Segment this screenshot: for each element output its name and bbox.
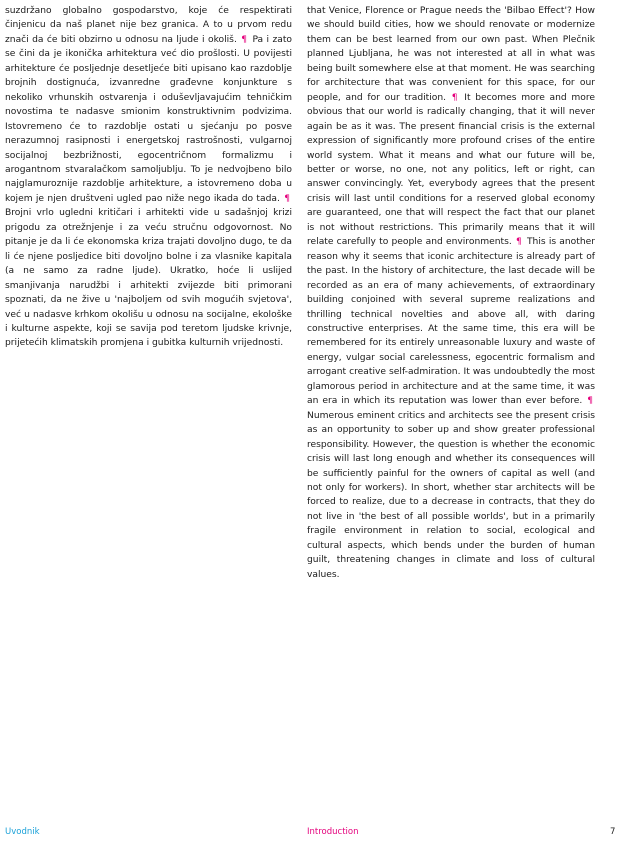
- right-paragraph-4: Numerous eminent critics and architects see the present crisis as an opportunity to sober up and show greater professional responsibility. However, the question is whether the economic crisis will last long enough and whether its consequences will be sufficiently painful for the owners of capital as well (and not only for workers). In short, whether star architects will be forced to realize, due to a decrease in contracts, that they do not live in 'the best of all possible worlds', but in a primarily fragile environment in relation to social, ecological and cultural aspects, which bends under the burden of human guilt, threatening changes in climate and loss of cultural values.: [307, 410, 595, 580]
- pilcrow-mark: ¶: [241, 34, 248, 45]
- right-paragraph-2: It becomes more and more obvious that our world is radically changing, that it will never again be as it was. The present financial crisis is the external expression of significantly more profound crises of the entire world system. What it means and what our future will be, better or worse, no one, not any politics, left or right, can answer convincingly. Yet, everybody agrees that the present crisis will last until conditions for a reserved global economy are guaranteed, one that will respect the fact that our planet is not without restrictions. This primarily means that it will relate carefully to people and environments.: [307, 92, 596, 248]
- right-paragraph-3: This is another reason why it seems that iconic architecture is already part of the past. In the history of architecture, the last decade will be recorded as an era of many achievements, of extraordinary building conjoined with several supreme realizations and thrilling technical novelties and above all, with daring constructive enterprises. At the same time, this era will be remembered for its entirely unreasonable luxury and waste of energy, vulgar social carelessness, egocentric formalism and arrogant creative self-admiration. It was undoubtedly the most glamorous period in architecture and at the same time, it was an era in which its reputation was lower than ever before.: [307, 237, 595, 407]
- pilcrow-mark: ¶: [587, 396, 593, 407]
- right-text-column: [307, 4, 595, 582]
- left-paragraph-1: suzdržano globalno gospodarstvo, koje će respektirati činjenicu da naš planet nije bez granica. A to u prvom redu znači da će biti obzirno u odnosu na ljude i okoliš.: [5, 6, 292, 45]
- left-text-column: [5, 4, 292, 351]
- footer-section-label-en: Introduction: [307, 827, 359, 837]
- pilcrow-mark: ¶: [451, 92, 458, 103]
- page-number: 7: [610, 827, 616, 837]
- right-paragraph-1: that Venice, Florence or Prague needs the 'Bilbao Effect'? How we should build cities, how we should renovate or modernize them can be best learned from our own past. When Plečnik planned Ljubljana, he was not interested at all in what was being built somewhere else at that moment. He was searching for architecture that was convenient for this space, for our people, and for our tradition.: [307, 6, 595, 103]
- left-paragraph-3: Brojni vrlo ugledni kritičari i arhitekti vide u sadašnjoj krizi prigodu za otrežnjenje i za veću stručnu odgovornost. No pitanje je da li će ekonomska kriza trajati dovoljno dugo, te da li će njene posljedice biti dovoljno bolne i za vlasnike kapitala (a ne samo za radne ljude). Ukratko, hoće li uslijed smanjivanja narudžbi i arhitekti zvijezde biti primorani spoznati, da ne žive u 'najboljem od svih mogućih svjetova', već u nadasve krhkom okolišu u odnosu na socijalne, ekološke i kulturne aspekte, koji se savija pod teretom ljudske krivnje, prijetećih klimatskih promjena i gubitka kulturnih vrijednosti.: [5, 208, 292, 349]
- left-paragraph-2: Pa i zato se čini da je ikonička arhitektura već dio prošlosti. U povijesti arhitekture će posljednje desetljeće biti upisano kao razdoblje brojnih dostignuća, izvanredne građevne konjunkture s nekoliko vrhunskih ostvarenja i oduševljavajućim tehničkim novostima te nadasve smionim konstruktivnim podvizima. Istovremeno će to razdoblje ostati u sjećanju po posve nerazumnoj rasipnosti i energetskoj rastrošnosti, vulgarnoj socijalnoj bezbrižnosti, egocentričnom formalizmu i arogantnom stvaralačkom samoljublju. To je nedvojbeno bilo najglamuroznije razdoblje arhitekture, a istovremeno doba u kojem je njen društveni ugled pao niže nego ikada do tada.: [5, 34, 293, 204]
- footer-section-label-hr: Uvodnik: [5, 827, 40, 837]
- pilcrow-mark: ¶: [284, 193, 291, 204]
- pilcrow-mark: ¶: [515, 237, 522, 248]
